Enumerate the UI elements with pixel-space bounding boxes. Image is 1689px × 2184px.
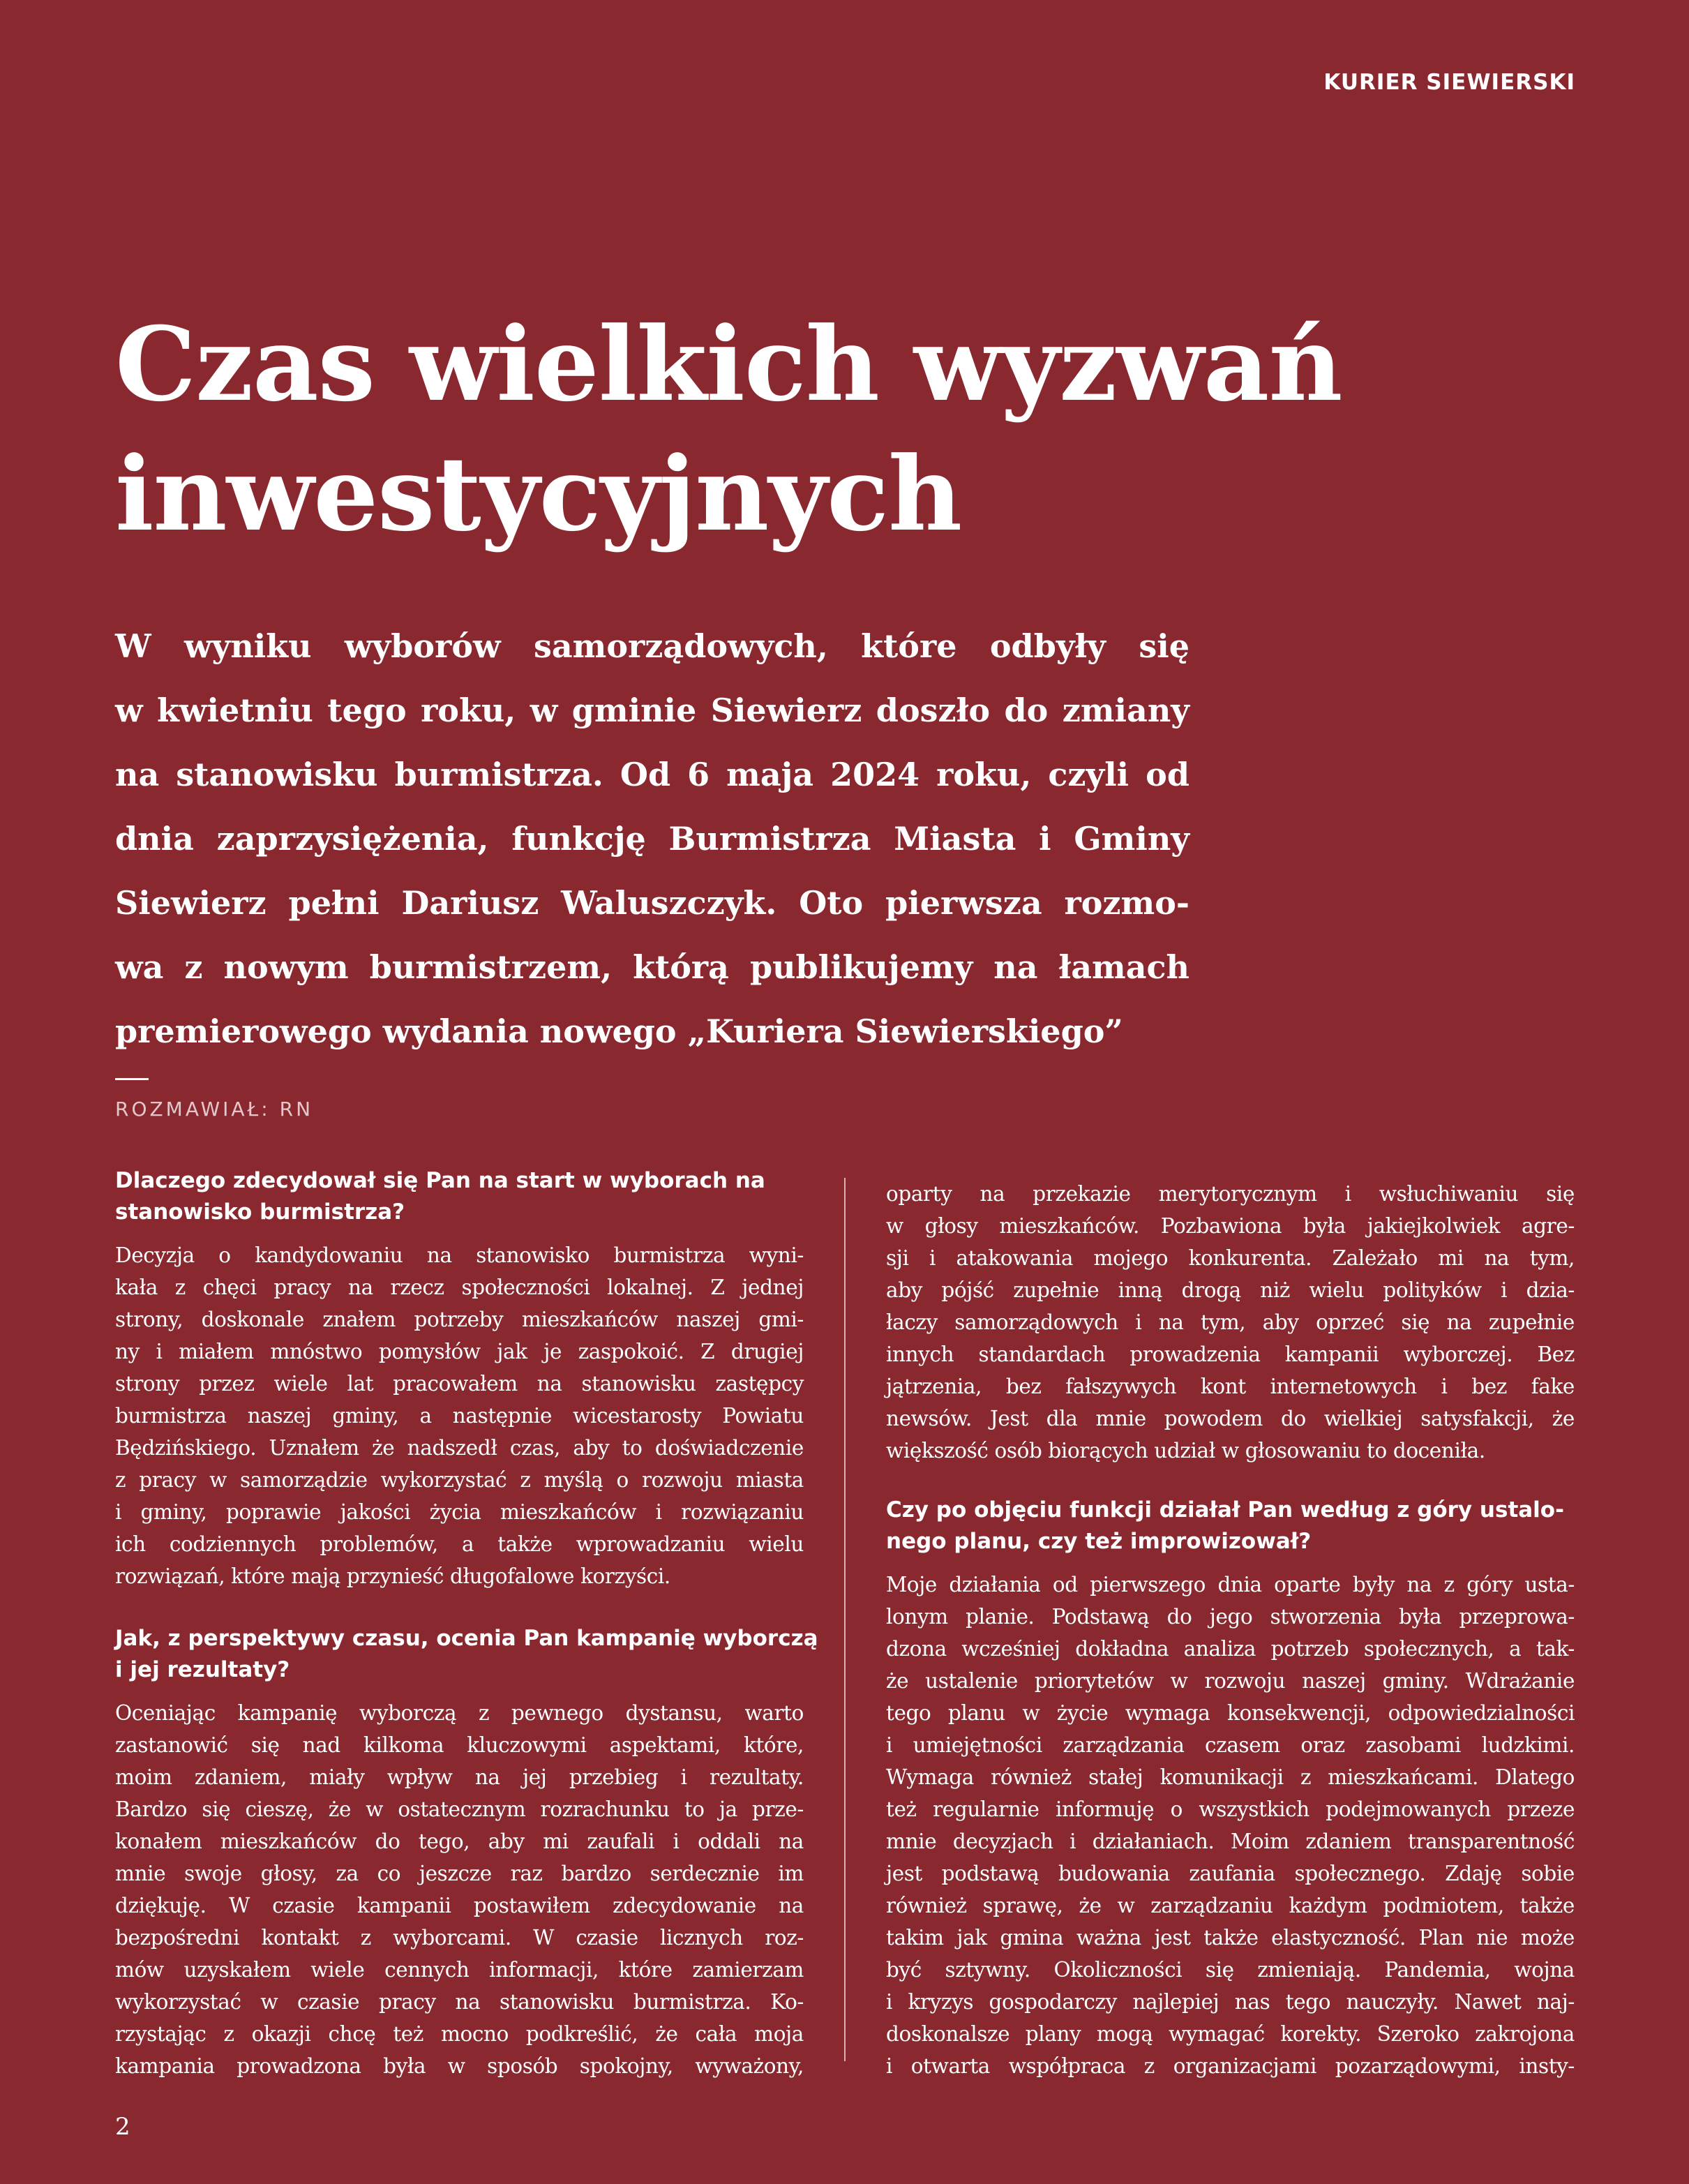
answer-line: lonym planie. Podstawą do jego stworzenia była przeprowa-: [886, 1605, 1575, 1629]
question-line: i jej rezultaty?: [115, 1657, 290, 1682]
question-line: Jak, z perspektywy czasu, ocenia Pan kampanię wyborczą: [115, 1626, 818, 1651]
answer-3: [886, 1569, 1575, 2082]
answer-line: burmistrza naszej gminy, a następnie wicestarosty Powiatu: [115, 1404, 804, 1428]
answer-line: aby pójść zupełnie inną drogą niż wielu polityków i dzia-: [886, 1278, 1575, 1302]
answer-line: wykorzystać w czasie pracy na stanowisku burmistrza. Ko-: [115, 1990, 804, 2014]
answer-line: i gminy, poprawie jakości życia mieszkańców i rozwiązaniu: [115, 1500, 804, 1524]
title-line: inwestycyjnych: [115, 435, 962, 554]
answer-line: Moje działania od pierwszego dnia oparte były na z góry usta-: [886, 1573, 1575, 1596]
answer-line: kała z chęci pracy na rzecz społeczności lokalnej. Z jednej: [115, 1276, 804, 1299]
answer-line: ny i miałem mnóstwo pomysłów jak je zaspokoić. Z drugiej: [115, 1340, 804, 1363]
answer-line: kampania prowadzona była w sposób spokojny, wyważony,: [115, 2054, 804, 2078]
question-line: Czy po objęciu funkcji działał Pan według z góry ustalo-: [886, 1497, 1564, 1523]
lead-line: W wyniku wyborów samorządowych, które odbyły się: [115, 627, 1189, 665]
answer-line: Bardzo się cieszę, że w ostatecznym rozrachunku to ja prze-: [115, 1797, 804, 1821]
article-title: [115, 300, 1615, 560]
answer-line: łaczy samorządowych i na tym, aby oprzeć się na zupełnie: [886, 1310, 1575, 1334]
answer-line: bezpośredni kontakt z wyborcami. W czasie licznych roz-: [115, 1926, 804, 1950]
answer-2-continued: [886, 1178, 1575, 1467]
page-number: 2: [115, 2113, 130, 2141]
answer-line: takim jak gmina ważna jest także elastyczność. Plan nie może: [886, 1926, 1575, 1950]
lead-line: wa z nowym burmistrzem, którą publikujemy na łamach: [115, 948, 1189, 986]
byline: ROZMAWIAŁ: RN: [115, 1098, 314, 1121]
answer-line: strony przez wiele lat pracowałem na stanowisku zastępcy: [115, 1372, 804, 1396]
question-line: Dlaczego zdecydował się Pan na start w wyborach na: [115, 1168, 765, 1193]
answer-line: dziękuję. W czasie kampanii postawiłem zdecydowanie na: [115, 1894, 804, 1917]
answer-line: i kryzys gospodarczy najlepiej nas tego nauczyły. Nawet naj-: [886, 1990, 1575, 2014]
answer-line: Będzińskiego. Uznałem że nadszedł czas, aby to doświadczenie: [115, 1436, 804, 1460]
question-1: [115, 1165, 804, 1228]
lead-line: w kwietniu tego roku, w gminie Siewierz doszło do zmiany: [115, 691, 1189, 729]
lead-line: na stanowisku burmistrza. Od 6 maja 2024 roku, czyli od: [115, 756, 1189, 793]
title-line: Czas wielkich wyzwań: [115, 305, 1342, 424]
answer-line: Decyzja o kandydowaniu na stanowisko burmistrza wyni-: [115, 1243, 804, 1267]
answer-line: oparty na przekazie merytorycznym i wsłuchiwaniu się: [886, 1182, 1575, 1206]
answer-line: w głosy mieszkańców. Pozbawiona była jakiejkolwiek agre-: [886, 1214, 1575, 1238]
answer-line: jątrzenia, bez fałszywych kont internetowych i bez fake: [886, 1375, 1575, 1398]
article-lead: [115, 614, 1189, 1063]
answer-line: mnie swoje głosy, za co jeszcze raz bardzo serdecznie im: [115, 1862, 804, 1885]
answer-line: sji i atakowania mojego konkurenta. Zależało mi na tym,: [886, 1246, 1575, 1270]
answer-line: i umiejętności zarządzania czasem oraz zasobami ludzkimi.: [886, 1733, 1575, 1757]
answer-line: rozwiązań, które mają przynieść długofalowe korzyści.: [115, 1564, 670, 1588]
answer-line: dzona wcześniej dokładna analiza potrzeb społecznych, a tak-: [886, 1637, 1575, 1661]
lead-line: Siewierz pełni Dariusz Waluszczyk. Oto pierwsza rozmo-: [115, 884, 1189, 922]
question-line: nego planu, czy też improwizował?: [886, 1529, 1312, 1554]
answer-line: tego planu w życie wymaga konsekwencji, odpowiedzialności: [886, 1701, 1575, 1725]
answer-1: [115, 1239, 804, 1592]
answer-line: mów uzyskałem wiele cennych informacji, które zamierzam: [115, 1958, 804, 1982]
publication-name: KURIER SIEWIERSKI: [1323, 70, 1575, 95]
answer-line: rzystając z okazji chcę też mocno podkreślić, że cała moja: [115, 2022, 804, 2046]
byline-divider: [115, 1078, 149, 1080]
answer-line: być sztywny. Okoliczności się zmieniają. Pandemia, wojna: [886, 1958, 1575, 1982]
answer-line: innych standardach prowadzenia kampanii wyborczej. Bez: [886, 1342, 1575, 1366]
answer-line: konałem mieszkańców do tego, aby mi zaufali i oddali na: [115, 1830, 804, 1853]
question-2: [115, 1623, 818, 1686]
answer-line: że ustalenie priorytetów w rozwoju naszej gminy. Wdrażanie: [886, 1669, 1575, 1693]
answer-line: mnie decyzjach i działaniach. Moim zdaniem transparentność: [886, 1830, 1575, 1853]
answer-line: też regularnie informuję o wszystkich podejmowanych przeze: [886, 1797, 1575, 1821]
answer-line: również sprawę, że w zarządzaniu każdym podmiotem, także: [886, 1894, 1575, 1917]
question-3: [886, 1495, 1575, 1557]
answer-line: zastanowić się nad kilkoma kluczowymi aspektami, które,: [115, 1733, 804, 1757]
right-column: [886, 1178, 1575, 2113]
answer-line: Oceniając kampanię wyborczą z pewnego dystansu, warto: [115, 1701, 804, 1725]
lead-line: dnia zaprzysiężenia, funkcję Burmistrza Miasta i Gminy: [115, 820, 1189, 858]
answer-line: z pracy w samorządzie wykorzystać z myślą o rozwoju miasta: [115, 1468, 804, 1492]
answer-line: doskonalsze plany mogą wymagać korekty. Szeroko zakrojona: [886, 2022, 1575, 2046]
left-column: [115, 1165, 818, 2113]
answer-line: Wymaga również stałej komunikacji z mieszkańcami. Dlatego: [886, 1765, 1575, 1789]
column-divider: [844, 1178, 846, 2061]
answer-line: jest podstawą budowania zaufania społecznego. Zdaję sobie: [886, 1862, 1575, 1885]
answer-2: [115, 1697, 804, 2082]
question-line: stanowisko burmistrza?: [115, 1199, 405, 1225]
answer-line: większość osób biorących udział w głosowaniu to doceniła.: [886, 1439, 1485, 1463]
answer-line: moim zdaniem, miały wpływ na jej przebieg i rezultaty.: [115, 1765, 804, 1789]
lead-line: premierowego wydania nowego „Kuriera Siewierskiego”: [115, 1012, 1123, 1050]
answer-line: i otwarta współpraca z organizacjami pozarządowymi, insty-: [886, 2054, 1575, 2078]
answer-line: ich codziennych problemów, a także wprowadzaniu wielu: [115, 1532, 804, 1556]
answer-line: newsów. Jest dla mnie powodem do wielkiej satysfakcji, że: [886, 1407, 1575, 1430]
answer-line: strony, doskonale znałem potrzeby mieszkańców naszej gmi-: [115, 1308, 804, 1331]
